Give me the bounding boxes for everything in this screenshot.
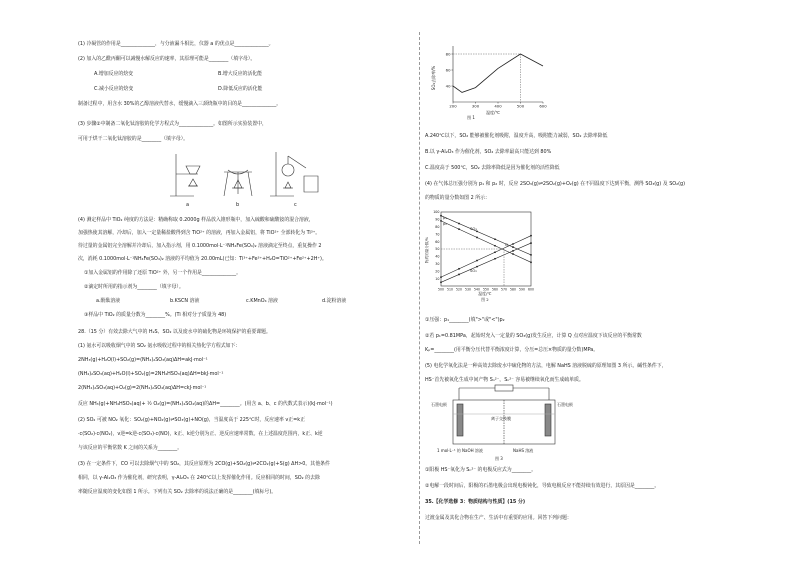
question-line: 与该反应的平衡常数 K 之间的关系为________。 xyxy=(78,445,183,451)
fig2-data-point xyxy=(494,245,496,247)
sub-question: ②电解一段时间后，阳极的石墨电极会出现电极钝化，导致电极反应不能持续有效进行，其原因是________。 xyxy=(425,483,660,489)
question-line: 待过量的金属铝完全溶解并冷却后，加入指示剂，用 0.1000mol·L⁻¹NH₄Fe(SO₄)₂ 溶液滴定至终点，重复操作 2 xyxy=(78,243,322,249)
equation: 2NH₃(g)+H₂O(l)+SO₂(g)=(NH₄)₂SO₃(aq)ΔH=akJ·mol⁻¹ xyxy=(78,357,208,363)
fig2-data-point xyxy=(458,228,460,230)
fig2-y-tick-label: 60 xyxy=(435,239,440,244)
fig2-x-tick-label: 510 xyxy=(447,287,453,292)
equation: (NH₄)₂SO₃(aq)+H₂O(l)+SO₂(g)=2NH₄HSO₃(aq)ΔH=bkJ·mol⁻¹ xyxy=(78,371,224,377)
option-c: C.温度高于 500℃，SO₂ 去除率降低是因为催化剂的活性降低 xyxy=(425,165,560,171)
fig2-x-tick-label: 600 xyxy=(528,287,534,292)
fig1-y-tick-label: 60 xyxy=(445,67,451,73)
sub-question: Kₚ=________(用平衡分压代替平衡浓度计算，分压=总压×物质的量分数)MPa。 xyxy=(425,347,599,353)
question-line: 加强热使其溶解，冷却后，加入一定量稀盐酸得到含 TiO²⁺ 的溶液，再加入金属铝，将 TiO²⁺ 全部转化为 Ti³⁺。 xyxy=(78,230,321,236)
fig2-xlabel: 温度/℃ xyxy=(478,291,492,296)
fig3-caption: 图 3 xyxy=(495,456,503,461)
fig2-y-tick-label: 100 xyxy=(433,210,440,215)
fig2-data-point xyxy=(440,281,442,283)
question-line: ·c(SO₂)·c(NO₂)，v逆=k逆·c(SO₃)·c(NO)，k正、k逆分别为正、逆反应速率常数。在上述温度范围内，k正、k逆 xyxy=(78,431,323,437)
fig2-data-point xyxy=(458,274,460,276)
sub-question: ①阳极 HS⁻氧化为 Sₙ²⁻ 的电极反应式为________。 xyxy=(425,467,537,473)
fig2-y-tick-label: 70 xyxy=(435,232,440,237)
fig2-x-tick-label: 520 xyxy=(456,287,462,292)
fig2-y-tick-label: 30 xyxy=(435,262,440,266)
fig2-data-point xyxy=(440,215,442,217)
fig2-x-tick-label: 590 xyxy=(519,287,525,292)
fig1-y-tick-label: 40 xyxy=(445,83,451,89)
option-a: A.240℃以下，SO₂ 能够被催化剂吸附，温度升高，吸附能力减弱，SO₂ 去除率降低 xyxy=(425,133,608,139)
fig2-data-point xyxy=(512,250,514,252)
fig1-series-line xyxy=(453,54,543,92)
fig2-x-tick-label: 570 xyxy=(501,287,507,292)
option-d: d.淀粉溶液 xyxy=(322,298,347,304)
question-line: 的物质的量分数如图 2 所示： xyxy=(425,195,490,201)
fig2-data-point xyxy=(476,260,478,262)
fig2-data-point xyxy=(458,223,460,225)
fig1-caption: 图 1 xyxy=(467,115,475,120)
fig1-x-tick-label: 600 xyxy=(539,103,547,109)
question-line: (5) 电化学氧化法是一种高效去除废水中硫化物的方法，电解 NaHS 溶液脱硫的原理如图 3 所示。碱性条件下， xyxy=(425,363,667,369)
apparatus-label-b: b xyxy=(236,202,240,208)
fig1-x-tick-label: 500 xyxy=(516,103,525,109)
question-line: (2) SO₂ 可被 NO₂ 氧化：SO₂(g)+NO₂(g)⇌SO₃(g)+NO(g)，当温度高于 225℃时，反应速率 v正=k正 xyxy=(78,417,305,423)
question-line: 反应 NH₃(g)+NH₄HSO₃(aq)+ ½ O₂(g)=(NH₄)₂SO₄(aq)的ΔH=________。(用含 a、b、c 的代数式表示)(kJ·mol⁻¹) xyxy=(78,401,333,407)
question-line: (1) 冷凝管的作用是______________，与分液漏斗相比，仪器 a 的优点是______________。 xyxy=(78,41,274,47)
fig2-caption: 图 2 xyxy=(481,297,489,302)
option-a: A.增加反应的焓变 xyxy=(94,71,134,77)
fig2-p2-label: p₂ xyxy=(443,221,447,226)
fig2-x-tick-label: 580 xyxy=(510,287,516,292)
fig2-y-tick-label: 80 xyxy=(435,225,440,229)
fig2-data-point xyxy=(512,246,514,248)
fig2-data-point xyxy=(512,253,514,255)
question-line: 过渡金属及其化合物在生产、生活中有重要的应用。回答下列问题： xyxy=(425,515,572,521)
fig2-so3-label: SO₃ xyxy=(470,226,477,231)
fig2-data-point xyxy=(530,235,532,237)
column-divider xyxy=(419,32,420,544)
question-line: 次，消耗 0.1000mol·L⁻¹NH₄Fe(SO₄)₂ 溶液的平均值为 20.00mL(已知：Ti³⁺+Fe³⁺+H₂O=TiO²⁺+Fe²⁺+2H⁺)。 xyxy=(78,256,327,262)
option-b: B.增大反应的活化能 xyxy=(218,71,263,77)
fig3-right-solution: NaHS 溶液 xyxy=(513,448,534,453)
sub-question: ②若 p₁=0.81MPa，起始时充入一定量的 SO₃(g)发生反应，计算 Q 点对应温度下该反应的平衡常数 xyxy=(425,333,642,339)
figure-2-chart xyxy=(425,206,537,302)
sub-question: ②滴定时所用的指示剂为________（填字母）。 xyxy=(84,284,184,290)
fig1-x-tick-label: 300 xyxy=(471,103,480,109)
fig2-x-tick-label: 530 xyxy=(465,287,471,292)
fig1-y-tick-label: 80 xyxy=(445,51,451,57)
figure-1-chart xyxy=(431,38,551,120)
equation: 2(NH₄)₂SO₃(aq)+O₂(g)=2(NH₄)₂SO₄(aq)ΔH=ckJ·mol⁻¹ xyxy=(78,385,207,391)
fig2-data-point xyxy=(476,237,478,239)
fig2-x-tick-label: 500 xyxy=(438,287,444,292)
question-line: HS⁻首先被氧化生成中间产物 Sₙ²⁻，Sₙ²⁻ 容易被继续氧化而生成硫单质。 xyxy=(425,377,584,383)
fig1-x-tick-label: 400 xyxy=(494,103,502,109)
fig2-y-tick-label: 50 xyxy=(435,247,440,252)
fig1-x-tick-label: 200 xyxy=(449,103,457,109)
fig2-data-point xyxy=(530,254,532,256)
fig2-so2-label: SO₂ xyxy=(470,268,477,273)
fig2-data-point xyxy=(494,251,496,253)
fig3-right-electrode: 石墨电极 xyxy=(557,402,573,407)
fig2-x-tick-label: 550 xyxy=(483,287,489,292)
apparatus-label-c: c xyxy=(294,202,297,208)
apparatus-figure xyxy=(158,146,328,210)
question-line: (3) 步骤②中制备二氧化钛溶胶的化学方程式为______________。如图所示实验装置中， xyxy=(78,121,267,127)
fig2-data-point xyxy=(530,261,532,263)
fig2-y-tick-label: 40 xyxy=(435,254,440,259)
question-line: (3) 在一定条件下，CO 可以去除烟气中的 SO₂，其反应原理为 2CO(g)+SO₂(g)⇌2CO₂(g)+S(g) ΔH>0。其他条件 xyxy=(78,461,330,467)
fig2-data-point xyxy=(494,238,496,240)
fig2-x-tick-label: 540 xyxy=(474,287,480,292)
fig2-y-tick-label: 10 xyxy=(435,276,440,281)
figure-3-electrolysis xyxy=(429,384,579,462)
fig2-x-tick-label: 560 xyxy=(492,287,498,292)
fig2-p1-label: p₁ xyxy=(443,215,447,220)
question-line: 制备过程中，用含水 30%的乙醇溶液代替水，缓慢滴入三颈烧瓶中的目的是______________。 xyxy=(78,101,282,107)
fig3-membrane: 离子交换膜 xyxy=(491,416,511,421)
fig3-left-solution: 1 mol·L⁻¹ 的 NaOH 溶液 xyxy=(437,448,483,453)
question-heading: 28.（15 分）有效去除大气中的 H₂S、SO₂ 以及废水中的硫化物是环境保护的重要课题。 xyxy=(78,329,271,335)
fig2-y-tick-label: 20 xyxy=(435,269,440,274)
fig2-data-point xyxy=(530,242,532,244)
question-line: 率随反应温度的变化如图 1 所示。下列有关 SO₂ 去除率的说法正确的是________(填标号)。 xyxy=(78,489,277,495)
question-line: (1) 氨水可以吸收烟气中的 SO₂ 氨水吸收过程中的相关热化学方程式如下： xyxy=(78,343,241,349)
fig2-data-point xyxy=(458,268,460,270)
fig1-ylabel: SO₂去除率/% xyxy=(431,65,436,91)
fig2-y-tick-label: 90 xyxy=(435,217,440,222)
option-a: a.酚酞溶液 xyxy=(96,298,121,304)
question-line: (2) 加入的乙酰丙酮可以减慢水解反应的速率，其原理可能是________（填字母）。 xyxy=(78,56,256,62)
question-line: 相同，以 γ-Al₂O₃ 作为催化剂，研究表明，γ-Al₂O₃ 在 240℃以上发挥催化作用。反应相同的时间，SO₂ 的去除 xyxy=(78,475,320,481)
fig1-xlabel: 温度/℃ xyxy=(486,110,500,115)
option-b: b.KSCN 溶液 xyxy=(170,298,200,304)
sub-question: ①压强：p₁________(填">"或"<")p₂ xyxy=(425,317,505,323)
option-c: C.减小反应的焓变 xyxy=(94,86,134,92)
option-b: B.以 γ-Al₂O₃ 作为催化剂，SO₂ 去除率最高只能达到 80% xyxy=(425,149,552,155)
question-line: (4) 测定样品中 TiO₂ 纯度的方法是：精确称取 0.2000g 样品放入锥形瓶中，加入硫酸和硫酸铵的混合溶液， xyxy=(78,217,314,223)
fig2-q-label: Q xyxy=(505,242,508,247)
fig2-data-point xyxy=(440,220,442,222)
question-line: (4) 在气体总压强分别为 p₁ 和 p₂ 时，反应 2SO₃(g)⇌2SO₂(g)+O₂(g) 在不同温度下达到平衡，测得 SO₃(g) 及 SO₂(g) xyxy=(425,181,686,187)
option-d: D.降低反应的活化能 xyxy=(218,86,263,92)
fig2-ylabel: 物质的量分数/% xyxy=(425,236,429,264)
apparatus-label-a: a xyxy=(186,202,190,208)
sub-question: ①加入金属铝的作用除了还原 TiO²⁺ 外，另一个作用是______________。 xyxy=(84,270,242,276)
option-c: c.KMnO₄ 溶液 xyxy=(246,298,278,304)
sub-question: ③样品中 TiO₂ 的质量分数为________%。(Ti 相对分子质量为 48) xyxy=(84,312,227,318)
fig2-data-point xyxy=(512,243,514,245)
question-line: 可用于烘干二氧化钛溶胶的是________（填字母）。 xyxy=(78,136,189,142)
fig2-data-point xyxy=(440,276,442,278)
fig2-data-point xyxy=(494,258,496,260)
fig3-left-electrode: 石墨电极 xyxy=(431,402,447,407)
section-heading: 35.【化学选修 3：物质结构与性质】(15 分) xyxy=(425,499,526,505)
